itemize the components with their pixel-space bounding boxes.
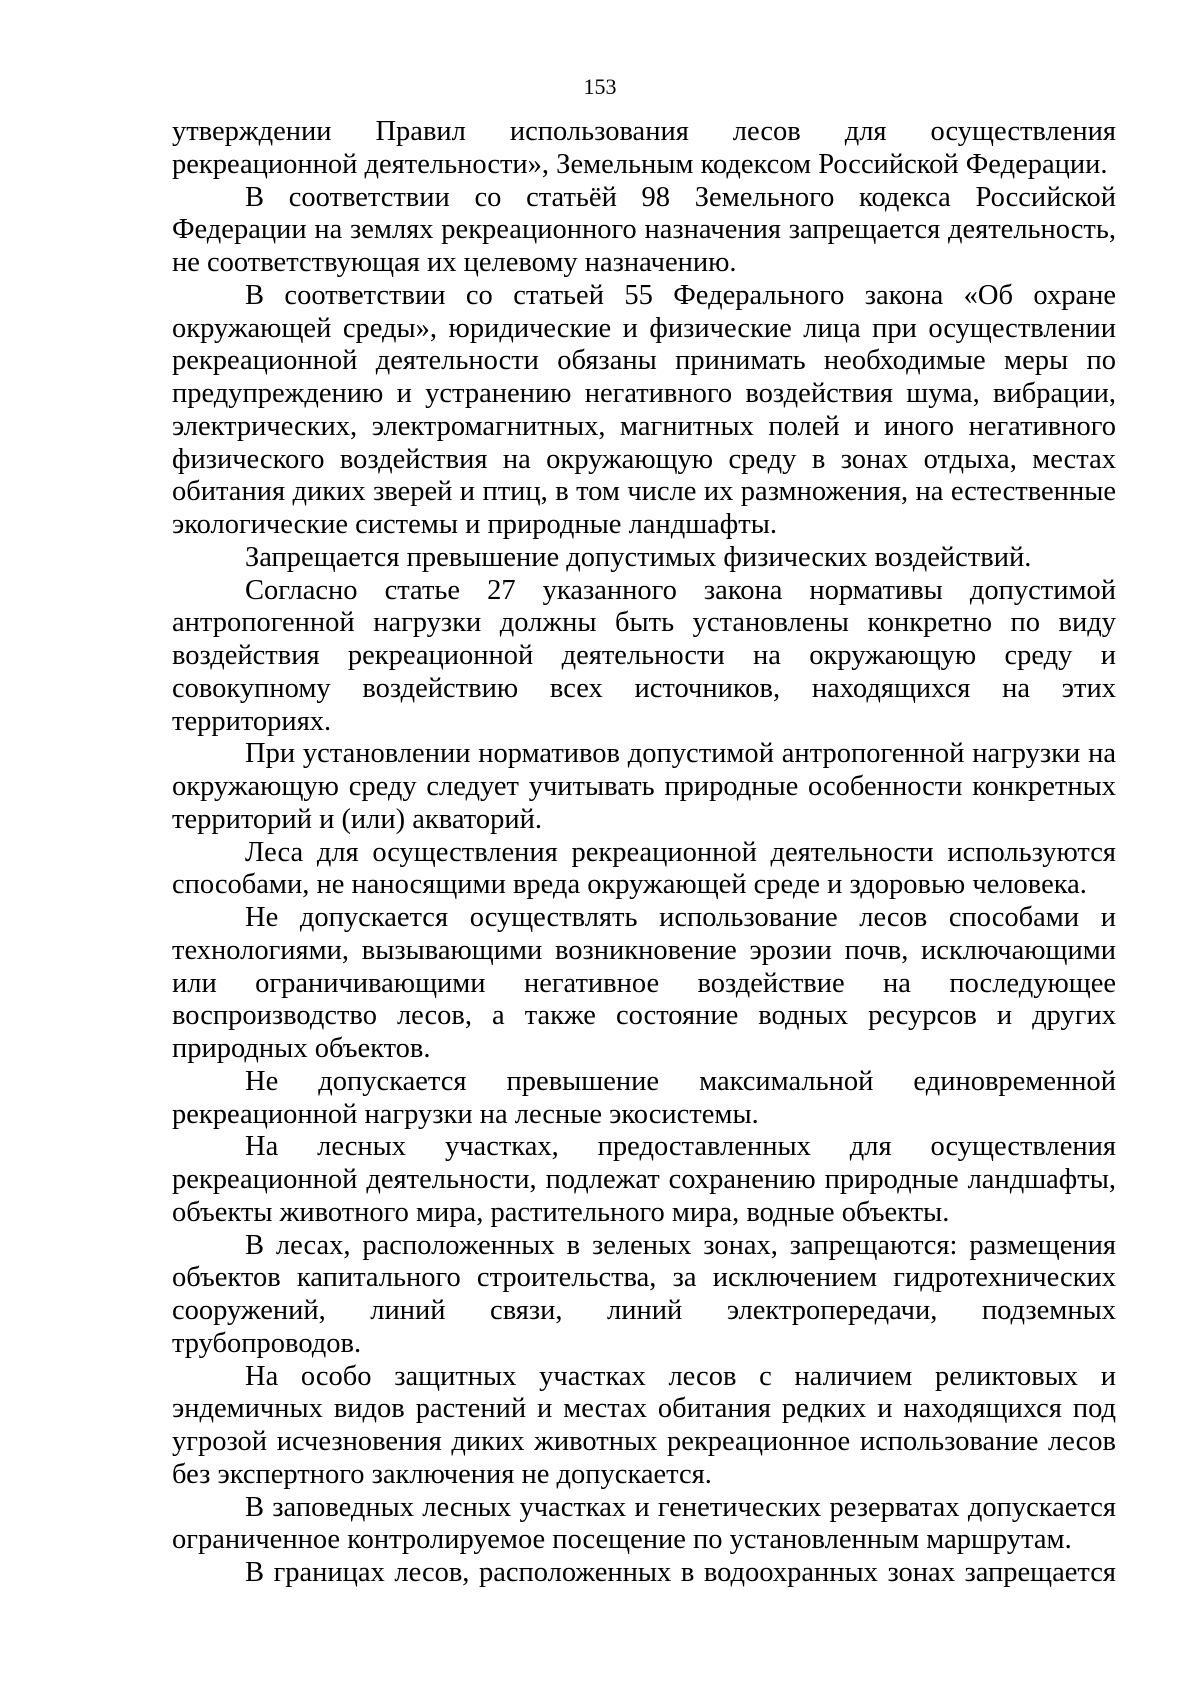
paragraph: В лесах, расположенных в зеленых зонах, запрещаются: размещения объектов капитального строительства, за исключением гидротехнических сооружений, линий связи, линий электропередачи, подземных трубопроводов. bbox=[172, 1229, 1116, 1359]
paragraph: На особо защитных участках лесов с наличием реликтовых и эндемичных видов растений и местах обитания редких и находящихся под угрозой исчезновения диких животных рекреационное использование лесов без экспертного заключения не допускается. bbox=[172, 1360, 1116, 1490]
page-number: 153 bbox=[583, 74, 617, 99]
paragraph: В границах лесов, расположенных в водоохранных зонах запрещается bbox=[245, 1557, 1116, 1588]
paragraph: Запрещается превышение допустимых физических воздействий. bbox=[245, 541, 1032, 573]
paragraph: На лесных участках, предоставленных для осуществления рекреационной деятельности, подлежат сохранению природные ландшафты, объекты животного мира, растительного мира, водные объекты. bbox=[172, 1131, 1116, 1228]
paragraph: В соответствии со статьёй 98 Земельного кодекса Российской Федерации на землях рекреационного назначения запрещается деятельность, не соответствующая их целевому назначению. bbox=[172, 181, 1116, 278]
paragraph: Согласно статье 27 указанного закона нормативы допустимой антропогенной нагрузки должны быть установлены конкретно по виду воздействия рекреационной деятельности на окружающую среду и совокупному воздействию всех источников, находящихся на этих территориях. bbox=[172, 574, 1116, 737]
paragraph: утверждении Правил использования лесов для осуществления рекреационной деятельности», Земельным кодексом Российской Федерации. bbox=[172, 116, 1116, 180]
paragraph: В соответствии со статьей 55 Федерального закона «Об охране окружающей среды», юридические и физические лица при осуществлении рекреационной деятельности обязаны принимать необходимые меры по предупреждению и устранению негативного воздействия шума, вибрации, электрических, электромагнитных, магнитных полей и иного негативного физического воздействия на окружающую среду в зонах отдыха, местах обитания диких зверей и птиц, в том числе их размножения, на естественные экологические системы и природные ландшафты. bbox=[172, 279, 1116, 540]
paragraph: При установлении нормативов допустимой антропогенной нагрузки на окружающую среду следует учитывать природные особенности конкретных территорий и (или) акваторий. bbox=[172, 738, 1116, 835]
paragraph: Не допускается осуществлять использование лесов способами и технологиями, вызывающими возникновение эрозии почв, исключающими или ограничивающими негативное воздействие на последующее воспроизводство лесов, а также состояние водных ресурсов и других природных объектов. bbox=[172, 902, 1116, 1064]
body-text bbox=[172, 116, 1116, 1590]
paragraph: В заповедных лесных участках и генетических резерватах допускается ограниченное контролируемое посещение по установленным маршрутам. bbox=[172, 1491, 1116, 1556]
paragraph: Не допускается превышение максимальной единовременной рекреационной нагрузки на лесные экосистемы. bbox=[172, 1065, 1116, 1130]
paragraph: Леса для осуществления рекреационной деятельности используются способами, не наносящими вреда окружающей среде и здоровью человека. bbox=[172, 836, 1116, 901]
